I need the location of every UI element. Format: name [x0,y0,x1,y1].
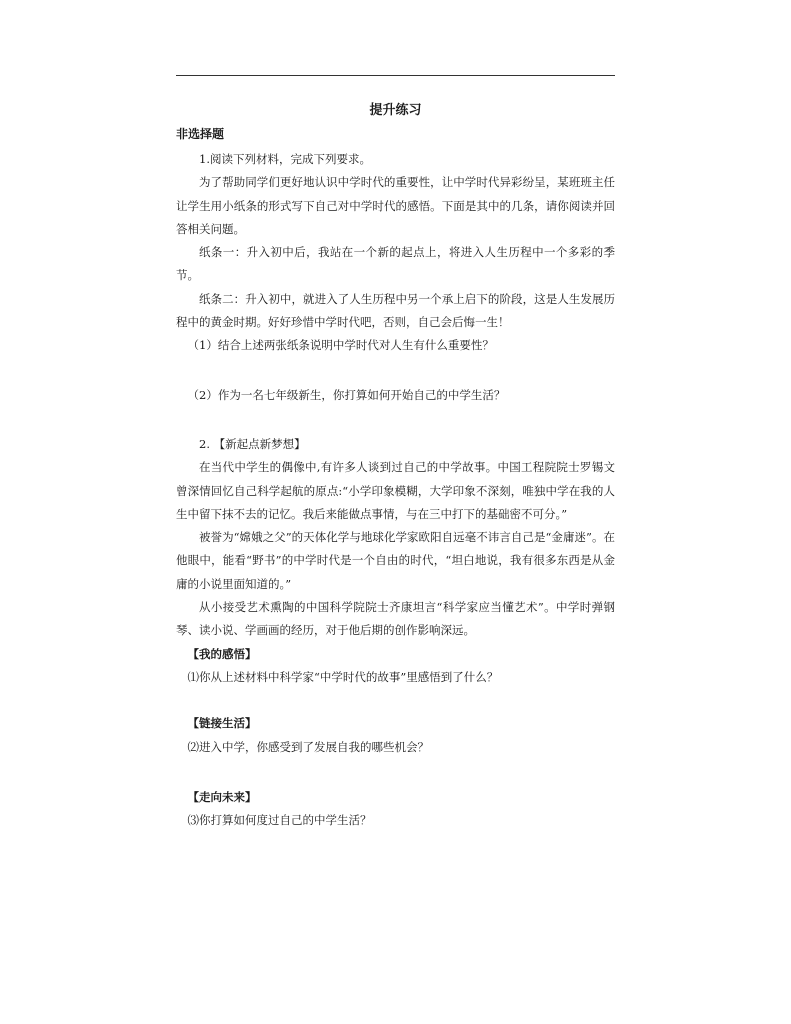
note-one: 纸条一：升入初中后，我站在一个新的起点上，将进入人生历程中一个多彩的季节。 [176,245,615,283]
heading-link-life: 【链接生活】 [187,716,257,731]
heading-toward-future: 【走向未来】 [187,789,257,804]
section-heading: 非选择题 [176,127,225,141]
question-2-sub-3: ⑶你打算如何度过自己的中学生活？ [187,813,372,828]
question-1-sub-1: （1）结合上述两张纸条说明中学时代对人生有什么重要性？ [187,338,494,353]
header-rule [176,75,615,76]
question-1-stem: 1.阅读下列材料，完成下列要求。 [199,152,371,166]
question-1-sub-2: （2）作为一名七年级新生，你打算如何开始自己的中学生活？ [187,387,506,402]
question-2-sub-1: ⑴你从上述材料中科学家“中学时代的故事”里感悟到了什么？ [187,669,499,684]
question-2-stem: 2. 【新起点新梦想】 [199,436,306,451]
question-2-paragraph-2: 被誉为“嫦娥之父”的天体化学与地球化学家欧阳自远毫不讳言自己是“金庸迷”。在他眼中，能看“野书”的中学时代是一个自由的时代，“坦白地说，我有很多东西是从金庸的小说里面知道的。” [176,530,615,591]
heading-my-insight: 【我的感悟】 [187,646,257,661]
question-2-sub-2: ⑵进入中学，你感受到了发展自我的哪些机会？ [187,739,429,754]
question-2-paragraph-1: 在当代中学生的偶像中,有许多人谈到过自己的中学故事。中国工程院院士罗锡文曾深情回忆自己科学起航的原点:“小学印象模糊，大学印象不深刻，唯独中学在我的人生中留下抹不去的记忆。我后来能做点事情，与在三中打下的基础密不可分。” [176,460,615,521]
question-2-paragraph-3: 从小接受艺术熏陶的中国科学院院士齐康坦言“科学家应当懂艺术”。中学时弹钢琴、读小说、学画画的经历，对于他后期的创作影响深远。 [176,600,615,638]
note-two: 纸条二：升入初中，就进入了人生历程中另一个承上启下的阶段，这是人生发展历程中的黄金时期。好好珍惜中学时代吧，否则，自己会后悔一生！ [176,291,615,330]
question-1-intro: 为了帮助同学们更好地认识中学时代的重要性，让中学时代异彩纷呈，某班班主任让学生用小纸条的形式写下自己对中学时代的感悟。下面是其中的几条，请你阅读并回答相关问题。 [176,175,615,236]
page-title: 提升练习 [369,103,422,118]
document-body [176,148,615,832]
